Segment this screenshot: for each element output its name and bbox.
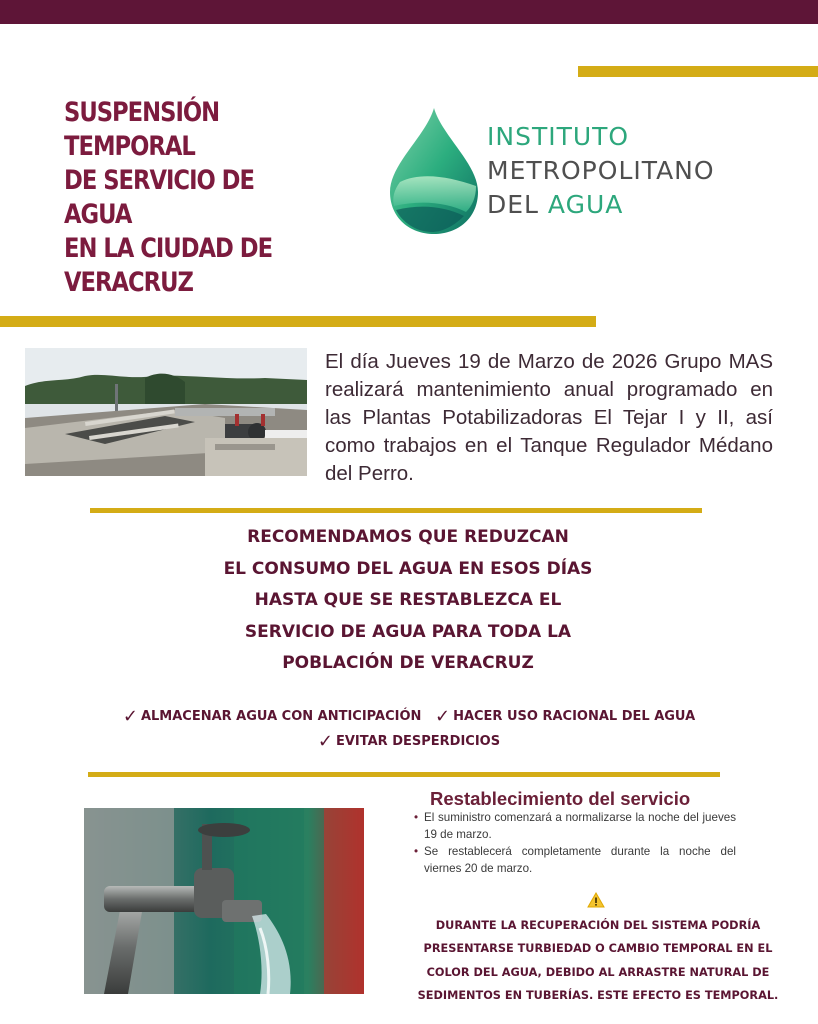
recommendation-text	[190, 522, 626, 680]
gold-bar-divider-1	[90, 508, 702, 513]
recommendation-line: SERVICIO DE AGUA PARA TODA LA	[244, 621, 572, 642]
warning-line-1	[410, 890, 786, 937]
warning-text: DURANTE LA RECUPERACIÓN DEL SISTEMA PODRÍA	[435, 918, 761, 932]
recommendation-line: RECOMENDAMOS QUE REDUZCAN	[247, 527, 569, 547]
recommendation-line: POBLACIÓN DE VERACRUZ	[282, 653, 534, 673]
list-item: • Se restablecerá completamente durante la noche del viernes 20 de marzo.	[412, 844, 736, 877]
restoration-title: Restablecimiento del servicio	[430, 788, 691, 809]
logo-line-1: INSTITUTO	[487, 122, 630, 151]
tip-label: EVITAR DESPERDICIOS	[335, 734, 501, 749]
tip-item	[434, 706, 696, 727]
recommendation-line: EL CONSUMO DEL AGUA EN ESOS DÍAS	[223, 558, 593, 579]
warning-text: PRESENTARSE TURBIEDAD O CAMBIO TEMPORAL EN EL	[423, 942, 773, 955]
restoration-list	[412, 810, 736, 878]
water-drop-icon	[386, 106, 482, 236]
warning-text: SEDIMENTOS EN TUBERÍAS. ESTE EFECTO ES TEMPORAL.	[417, 989, 779, 1002]
list-item: • El suministro comenzará a normalizarse la noche del jueves 19 de marzo.	[412, 810, 736, 843]
check-icon: ✓	[317, 731, 333, 752]
logo-text	[487, 120, 715, 222]
warning-icon	[587, 892, 605, 908]
tip-label: ALMACENAR AGUA CON ANTICIPACIÓN	[140, 709, 422, 724]
gold-bar-top-right	[578, 66, 818, 77]
logo-line-2: METROPOLITANO	[487, 156, 715, 185]
tip-item	[317, 731, 501, 752]
tip-item	[122, 706, 422, 727]
top-band	[0, 0, 818, 24]
logo-line-3a: DEL	[487, 190, 548, 219]
tips-list	[0, 706, 818, 752]
warning-notice	[410, 890, 786, 1008]
check-icon: ✓	[122, 706, 138, 727]
warning-text: COLOR DEL AGUA, DEBIDO AL ARRASTRE NATURAL DE	[426, 965, 770, 979]
recommendation-line: HASTA QUE SE RESTABLEZCA EL	[254, 590, 562, 610]
treatment-plant-photo	[25, 348, 307, 476]
check-icon: ✓	[434, 706, 451, 727]
logo-line-3b: AGUA	[547, 190, 624, 219]
water-tap-photo	[84, 808, 364, 994]
tip-label: HACER USO RACIONAL DEL AGUA	[453, 709, 696, 724]
gold-bar-divider-2	[88, 772, 720, 777]
intro-paragraph: El día Jueves 19 de Marzo de 2026 Grupo MAS realizará mantenimiento anual programado en las Plantas Potabilizadoras El Tejar I y II, así como trabajos en el Tanque Regulador Médano del Perro.	[325, 350, 773, 485]
gold-bar-mid-left	[0, 316, 596, 327]
page-title: SUSPENSIÓN TEMPORAL DE SERVICIO DE AGUA EN LA CIUDAD DE VERACRUZ	[64, 97, 273, 298]
